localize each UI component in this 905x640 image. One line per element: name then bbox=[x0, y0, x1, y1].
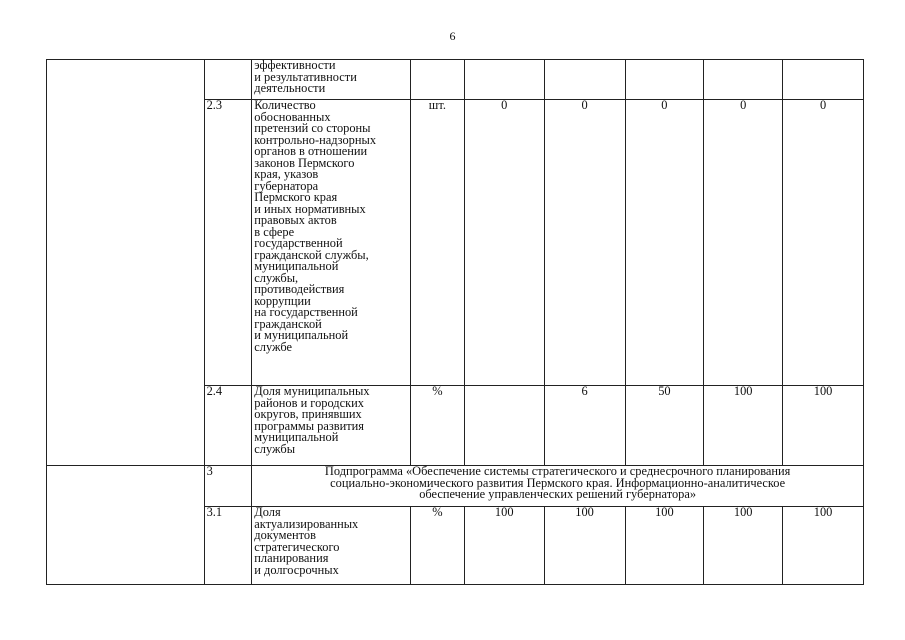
value-cell bbox=[544, 60, 625, 100]
subprogram-title: Подпрограмма «Обеспечение системы стратегического и среднесрочного планирования социально-экономического развития Пермского края. Информационно-аналитическое обеспечение управленческих решений губернатора» bbox=[252, 466, 864, 507]
value-cell: 0 bbox=[464, 100, 544, 386]
program-name-cell bbox=[47, 60, 205, 466]
row-number-cell: 3 bbox=[204, 466, 252, 507]
value-cell: 0 bbox=[625, 100, 704, 386]
row-number-cell: 2.4 bbox=[204, 386, 252, 466]
value-cell: 100 bbox=[783, 386, 864, 466]
value-cell: 0 bbox=[544, 100, 625, 386]
value-cell: 100 bbox=[704, 507, 783, 585]
value-cell: 0 bbox=[783, 100, 864, 386]
program-name-cell bbox=[47, 466, 205, 585]
value-cell: 100 bbox=[464, 507, 544, 585]
subprogram-row bbox=[47, 466, 864, 507]
row-number-cell: 3.1 bbox=[204, 507, 252, 585]
indicator-name-cell: Доля актуализированных документов стратегического планирования и долгосрочных bbox=[252, 507, 411, 585]
value-cell: 0 bbox=[704, 100, 783, 386]
value-cell bbox=[625, 60, 704, 100]
table-row bbox=[47, 60, 864, 100]
unit-cell bbox=[410, 60, 464, 100]
value-cell: 100 bbox=[704, 386, 783, 466]
value-cell: 50 bbox=[625, 386, 704, 466]
value-cell bbox=[783, 60, 864, 100]
value-cell bbox=[464, 60, 544, 100]
row-number-cell bbox=[204, 60, 252, 100]
value-cell bbox=[704, 60, 783, 100]
value-cell: 100 bbox=[544, 507, 625, 585]
unit-cell: % bbox=[410, 507, 464, 585]
indicator-name-cell: эффективности и результативности деятельности bbox=[252, 60, 411, 100]
value-cell: 100 bbox=[783, 507, 864, 585]
indicator-name-cell: Доля муниципальных районов и городских округов, принявших программы развития муниципальной службы bbox=[252, 386, 411, 466]
row-number-cell: 2.3 bbox=[204, 100, 252, 386]
page-number: 6 bbox=[449, 29, 456, 43]
value-cell bbox=[464, 386, 544, 466]
unit-cell: % bbox=[410, 386, 464, 466]
unit-cell: шт. bbox=[410, 100, 464, 386]
indicator-name-cell: Количество обоснованных претензий со стороны контрольно-надзорных органов в отношении законов Пермского края, указов губернатора Пермского края и иных нормативных правовых актов в сфере государственной гражданской службы, муниципальной службы, противодействия коррупции на государственной гражданской и муниципальной службе bbox=[252, 100, 411, 386]
value-cell: 100 bbox=[625, 507, 704, 585]
value-cell: 6 bbox=[544, 386, 625, 466]
indicators-table bbox=[46, 59, 864, 585]
